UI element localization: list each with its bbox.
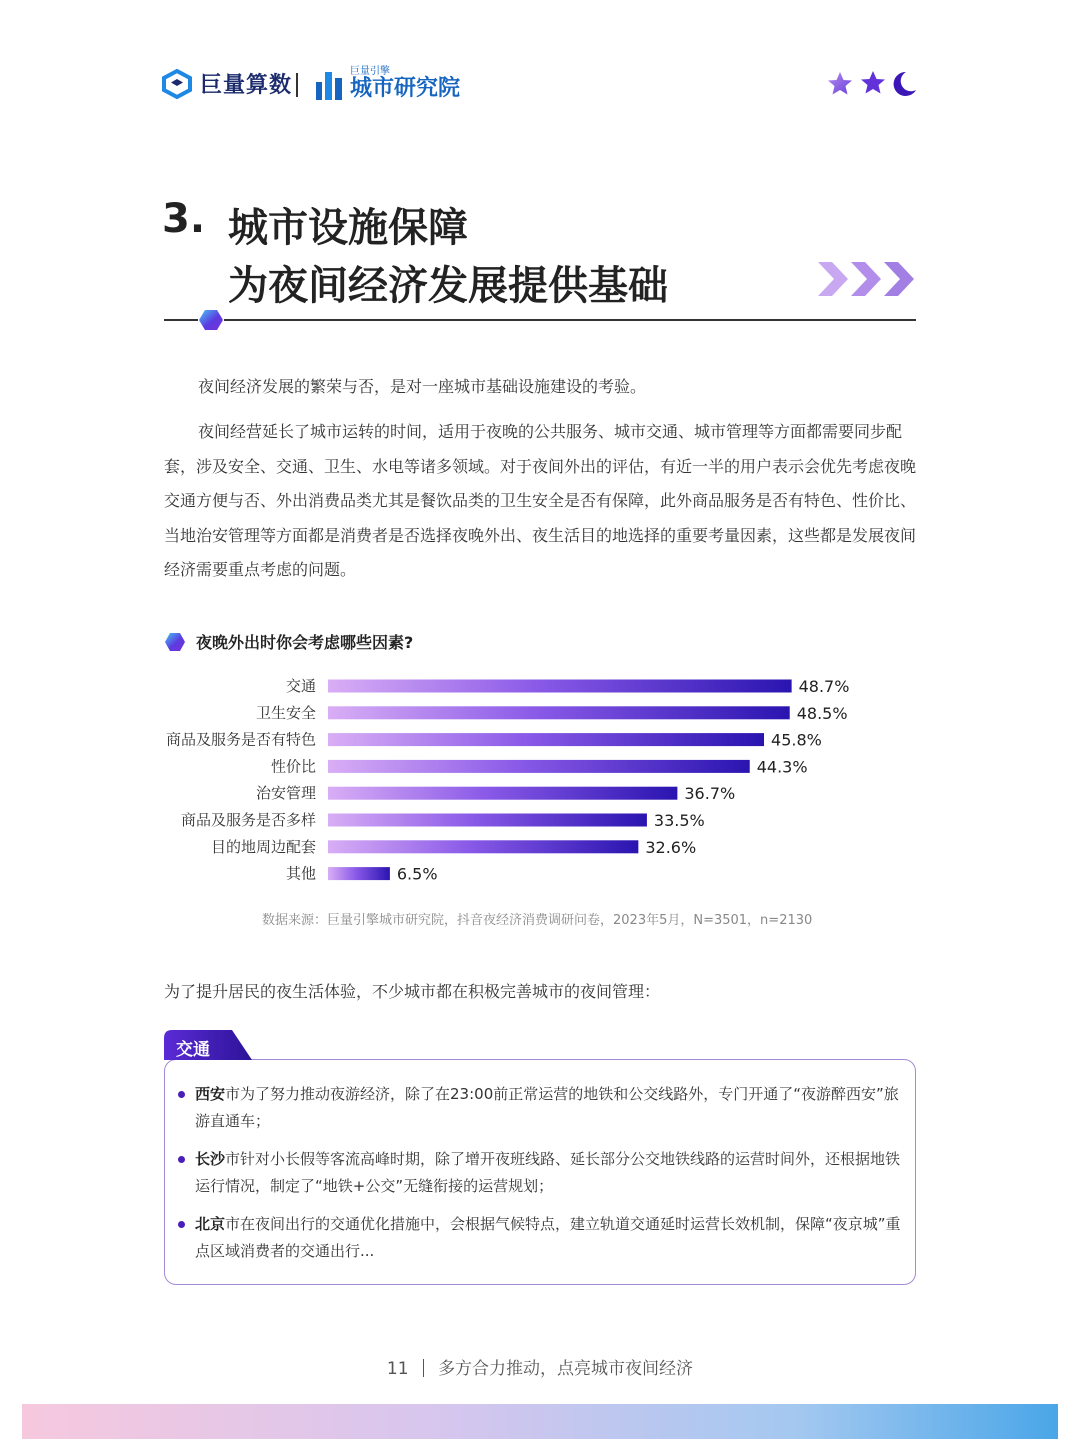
brand-b-name: 城市研究院 [350,76,461,101]
divider-gem-holder [198,309,224,331]
list-item [180,1211,906,1265]
brand-logo-city-institute [314,66,460,101]
cube-gem-icon [164,632,186,652]
juliang-logo-icon [162,69,192,99]
section-number: 3. [162,196,206,242]
brand-a-name: 巨量算数 [200,73,293,98]
city-measure-text: 市针对小长假等客流高峰时期，除了增开夜班线路、延长部分公交地铁线路的运营时间外，还根据地铁运行情况，制定了“地铁+公交”无缝衔接的运营规划； [195,1150,901,1195]
bar [328,680,792,693]
bar [328,867,390,880]
logo-divider [296,73,298,97]
value-label: 32.6% [645,837,697,857]
cube-gem-icon [198,309,224,331]
category-label: 交通 [285,677,316,695]
bullet-dot [178,1156,185,1163]
page-title-line-1: 城市设施保障 [228,205,468,251]
bar [328,787,677,800]
city-name: 北京 [195,1215,226,1233]
bar [328,733,764,746]
value-label: 33.5% [653,811,705,830]
page-footer [0,1354,1080,1379]
value-label: 6.5% [396,864,438,884]
page-number: 11 [386,1359,409,1379]
category-label: 商品及服务是否有特色 [165,730,316,749]
footer-section-title: 多方合力推动，点亮城市夜间经济 [438,1359,694,1379]
category-label: 商品及服务是否多样 [180,811,316,829]
bar [328,760,750,773]
chart-heading [164,630,413,653]
measures-intro: 为了提升居民的夜生活体验，不少城市都在积极完善城市的夜间管理： [164,982,661,1001]
value-label: 48.5% [796,703,848,723]
category-label: 目的地周边配套 [210,837,316,856]
paragraph-1: 夜间经济发展的繁荣与否，是对一座城市基础设施建设的考验。 [198,377,647,396]
bar [328,840,638,853]
list-item [180,1146,906,1200]
value-label: 45.8% [771,730,822,750]
category-label: 治安管理 [255,784,316,803]
page-title-line-2: 为夜间经济发展提供基础 [228,263,668,309]
bar [328,706,790,719]
city-name: 西安 [195,1085,226,1103]
category-label: 卫生安全 [255,703,316,722]
city-name: 长沙 [195,1150,226,1168]
footer-divider [423,1359,425,1377]
value-label: 44.3% [756,757,808,777]
bottom-gradient-band [22,1404,1058,1439]
category-label: 性价比 [270,757,316,776]
city-measure-text: 市为了努力推动夜游经济，除了在23:00前正常运营的地铁和公交线路外，专门开通了“夜游醉西安”旅游直通车； [195,1085,899,1130]
stars-moon-decoration-icon [826,68,918,102]
bar-chart [160,672,900,887]
chevrons-right-icon [818,262,918,296]
bullet-dot [178,1221,185,1228]
bullet-dot [178,1091,185,1098]
chart-title: 夜晚外出时你会考虑哪些因素? [196,633,414,652]
chart-source: 数据来源：巨量引擎城市研究院，抖音夜经济消费调研问卷，2023年5月，N=3501，n=2130 [262,913,813,928]
brand-logo-juliang-suanshu [162,68,292,99]
brand-b-small-label: 巨量引擎 [350,66,390,77]
value-label: 48.7% [798,677,850,696]
city-buildings-icon [314,68,344,100]
value-label: 36.7% [684,784,736,804]
city-measure-text: 市在夜间出行的交通优化措施中，会根据气候特点，建立轨道交通延时运营长效机制，保障“夜京城”重点区域消费者的交通出行... [195,1215,901,1260]
title-divider [164,319,916,321]
list-item [180,1081,906,1135]
paragraph-2: 夜间经营延长了城市运转的时间，适用于夜晚的公共服务、城市交通、城市管理等方面都需要同步配套，涉及安全、交通、卫生、水电等诸多领域。对于夜间外出的评估，有近一半的用户表示会优先考虑夜晚交通方便与否、外出消费品类尤其是餐饮品类的卫生安全是否有保障，此外商品服务是否有特色、性价比、当地治安管理等方面都是消费者是否选择夜晚外出、夜生活目的地选择的重要考量因素，这些都是发展夜间经济需要重点考虑的问题。 [164,422,917,579]
category-label: 其他 [285,864,316,883]
bar [328,814,647,827]
traffic-tag-label: 交通 [176,1040,210,1060]
